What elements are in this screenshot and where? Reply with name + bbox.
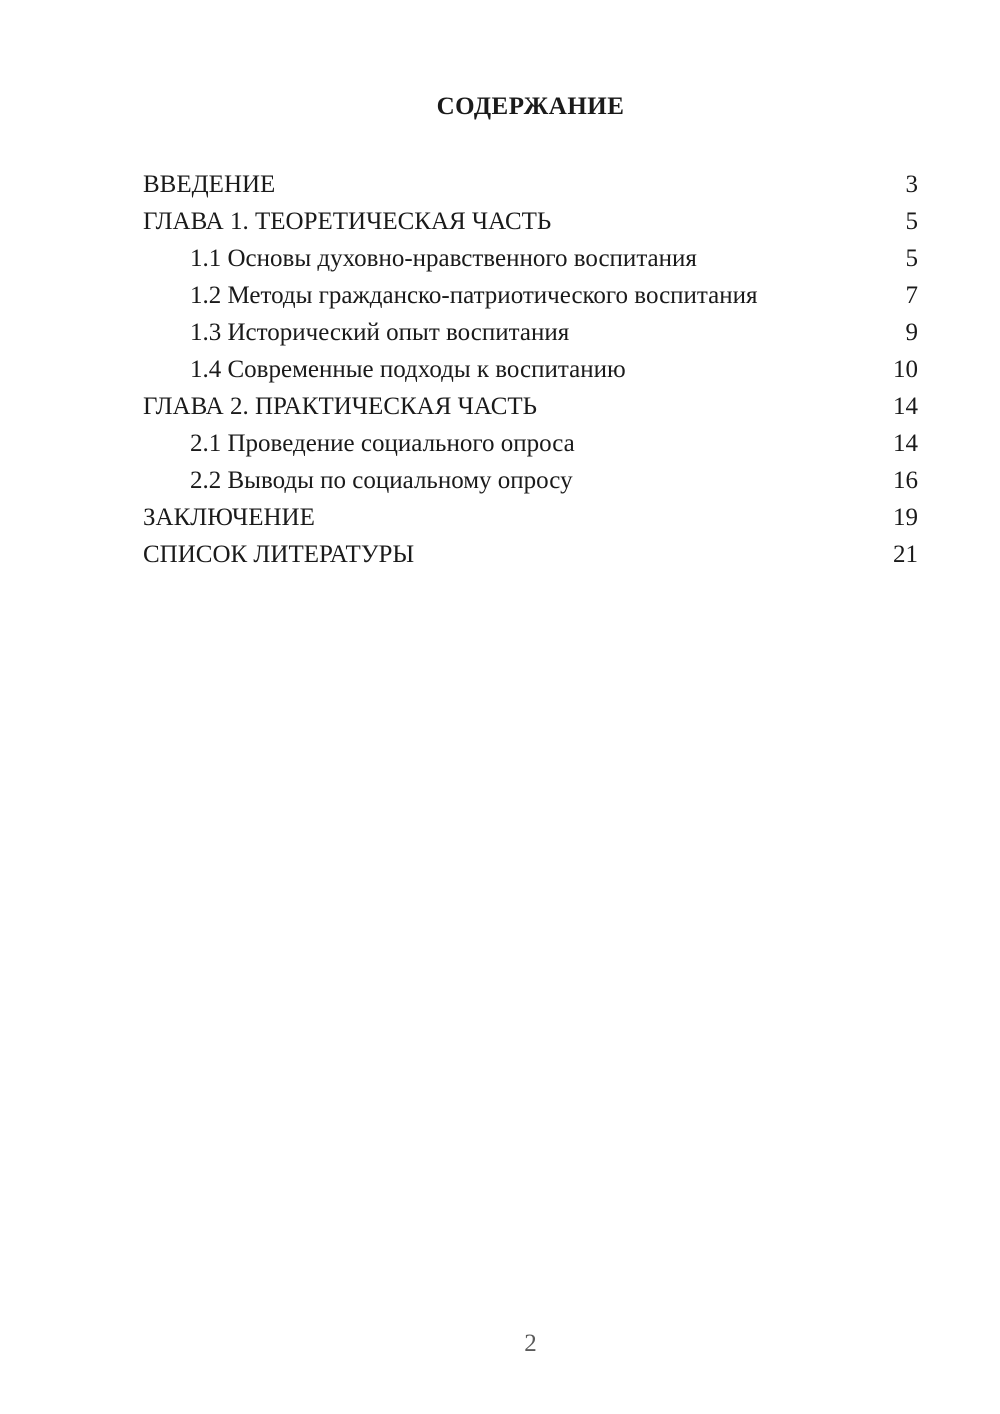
- toc-entry: [143, 203, 918, 240]
- toc-entry-page: 5: [905, 208, 918, 235]
- toc-entry-page: 14: [893, 393, 918, 420]
- toc-entry-label: ГЛАВА 2. ПРАКТИЧЕСКАЯ ЧАСТЬ: [143, 393, 538, 420]
- toc-entry-page: 10: [893, 356, 918, 383]
- page-content: [143, 0, 918, 1414]
- toc-entry-page: 5: [905, 245, 918, 272]
- toc-entry-label: СПИСОК ЛИТЕРАТУРЫ: [143, 541, 415, 568]
- toc-entry-page: 14: [893, 430, 918, 457]
- toc-entry-label: ЗАКЛЮЧЕНИЕ: [143, 504, 315, 531]
- toc-list: [143, 166, 918, 573]
- toc-entry-label: ГЛАВА 1. ТЕОРЕТИЧЕСКАЯ ЧАСТЬ: [143, 208, 552, 235]
- toc-entry-page: 16: [893, 467, 918, 494]
- toc-entry-label: 1.2 Методы гражданско-патриотического воспитания: [190, 282, 758, 309]
- toc-entry: [143, 314, 918, 351]
- toc-entry: [143, 462, 918, 499]
- toc-entry-label: 2.1 Проведение социального опроса: [190, 430, 575, 457]
- toc-entry-label: 1.1 Основы духовно-нравственного воспитания: [190, 245, 697, 272]
- toc-entry: [143, 166, 918, 203]
- toc-entry: [143, 536, 918, 573]
- toc-entry: [143, 240, 918, 277]
- toc-entry: [143, 388, 918, 425]
- toc-entry-label: ВВЕДЕНИЕ: [143, 171, 276, 198]
- toc-entry-page: 21: [893, 541, 918, 568]
- page-title: СОДЕРЖАНИЕ: [436, 93, 625, 120]
- toc-entry: [143, 499, 918, 536]
- toc-entry-page: 3: [905, 171, 918, 198]
- toc-entry-label: 2.2 Выводы по социальному опросу: [190, 467, 573, 494]
- toc-entry: [143, 425, 918, 462]
- toc-entry-label: 1.3 Исторический опыт воспитания: [190, 319, 570, 346]
- toc-entry-page: 7: [905, 282, 918, 309]
- toc-entry: [143, 351, 918, 388]
- page-number: 2: [524, 1330, 537, 1357]
- toc-entry: [143, 277, 918, 314]
- toc-entry-page: 9: [905, 319, 918, 346]
- toc-entry-page: 19: [893, 504, 918, 531]
- toc-entry-label: 1.4 Современные подходы к воспитанию: [190, 356, 626, 383]
